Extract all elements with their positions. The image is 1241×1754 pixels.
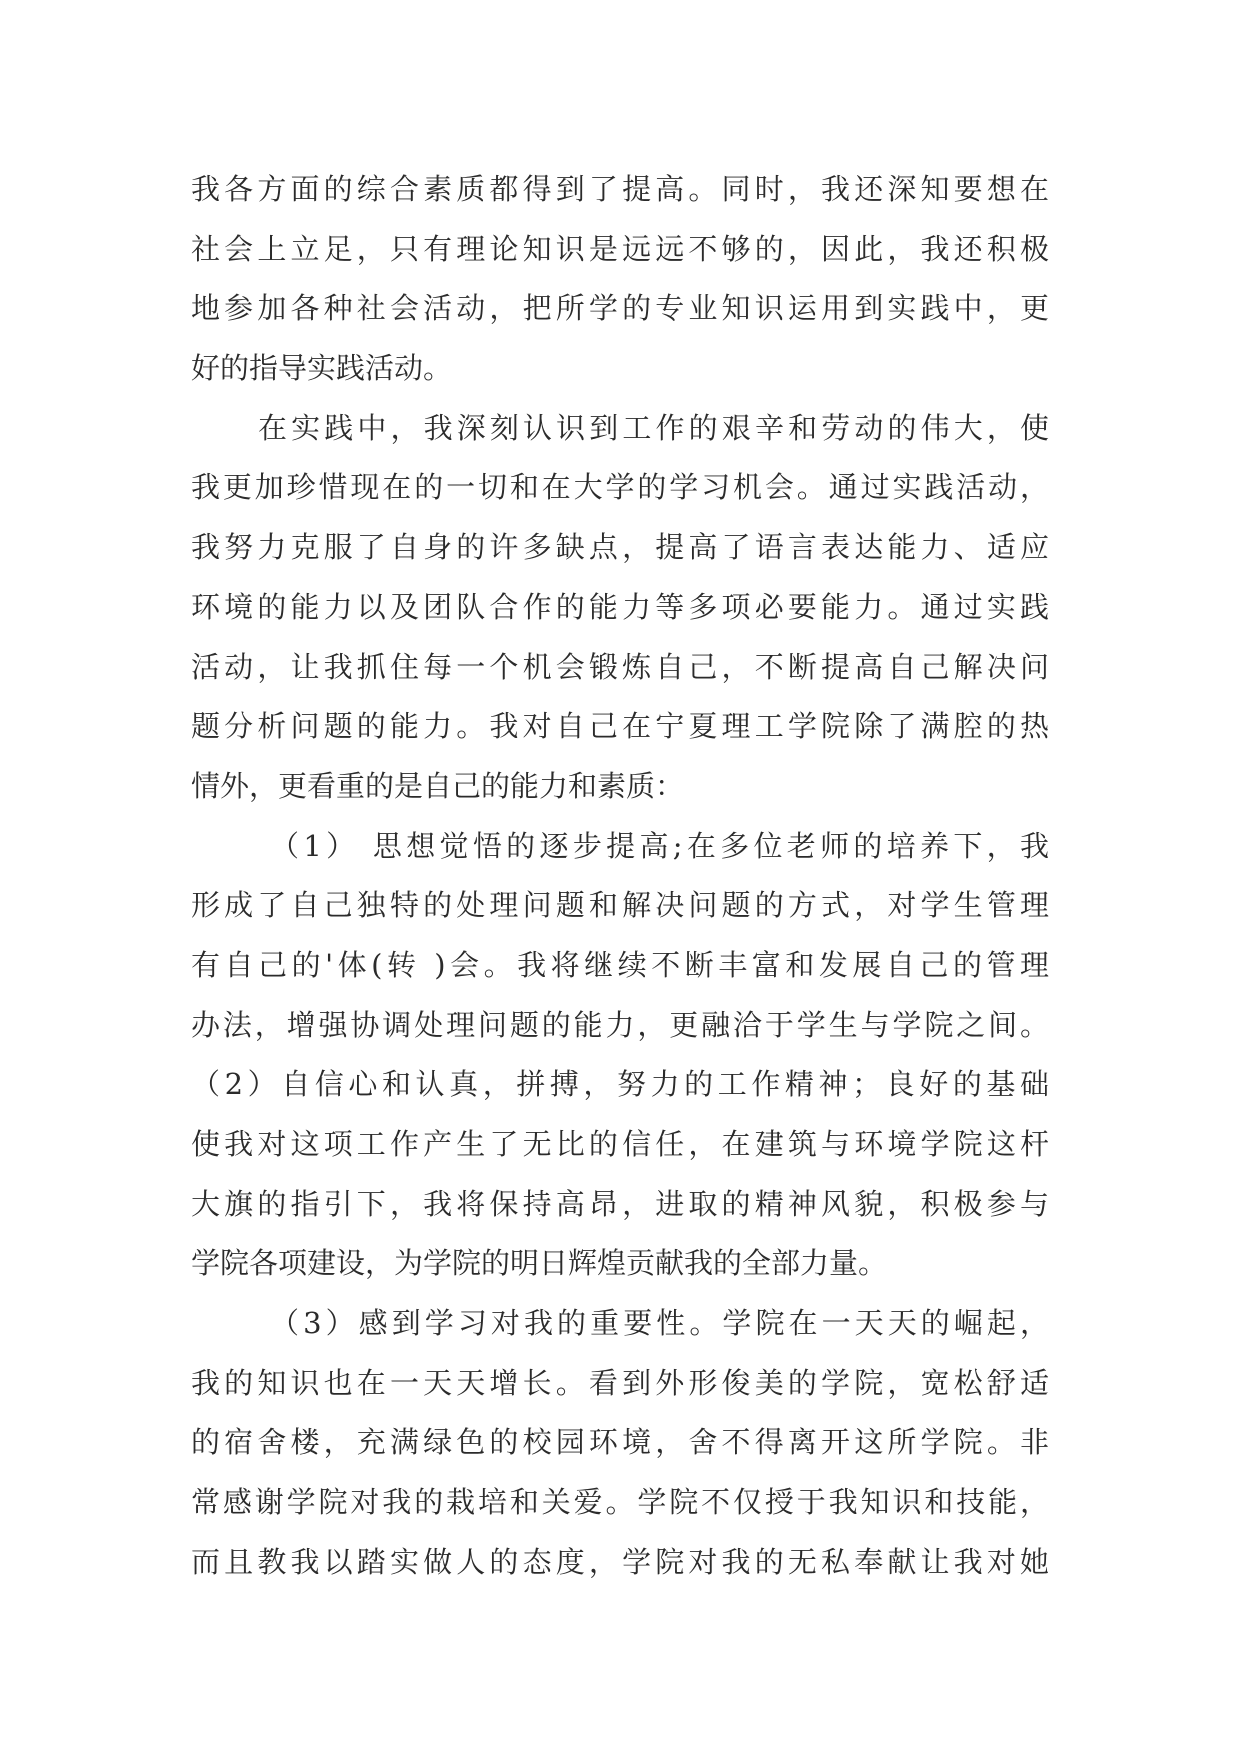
text-line: 情外，更看重的是自己的能力和素质： bbox=[191, 768, 685, 803]
text-line: 我更加珍惜现在的一切和在大学的学习机会。通过实践活动， bbox=[191, 470, 1049, 505]
text-line: （3）感到学习对我的重要性。学院在一天天的崛起， bbox=[270, 1306, 1049, 1341]
text-line: 的宿舍楼，充满绿色的校园环境，舍不得离开这所学院。非 bbox=[191, 1425, 1049, 1460]
text-line: 有自己的'体(转 )会。我将继续不断丰富和发展自己的管理 bbox=[191, 947, 1049, 982]
text-line: 题分析问题的能力。我对自己在宁夏理工学院除了满腔的热 bbox=[191, 709, 1049, 744]
text-line: 常感谢学院对我的栽培和关爱。学院不仅授于我知识和技能， bbox=[191, 1485, 1049, 1520]
text-line: 大旗的指引下，我将保持高昂，进取的精神风貌，积极参与 bbox=[191, 1186, 1049, 1221]
text-line: 地参加各种社会活动，把所学的专业知识运用到实践中，更 bbox=[191, 291, 1049, 326]
text-line: 学院各项建设，为学院的明日辉煌贡献我的全部力量。 bbox=[191, 1246, 888, 1281]
text-line: 在实践中，我深刻认识到工作的艰辛和劳动的伟大，使 bbox=[258, 410, 1049, 445]
text-line: 使我对这项工作产生了无比的信任，在建筑与环境学院这杆 bbox=[191, 1127, 1049, 1161]
text-line: 形成了自己独特的处理问题和解决问题的方式，对学生管理 bbox=[191, 888, 1049, 923]
text-line: 我努力克服了自身的许多缺点，提高了语言表达能力、适应 bbox=[191, 530, 1049, 565]
text-line: （1） 思想觉悟的逐步提高;在多位老师的培养下，我 bbox=[270, 828, 1049, 863]
text-line: 活动，让我抓住每一个机会锻炼自己，不断提高自己解决问 bbox=[191, 649, 1049, 684]
text-line: 环境的能力以及团队合作的能力等多项必要能力。通过实践 bbox=[191, 589, 1049, 624]
text-line: 好的指导实践活动。 bbox=[191, 351, 453, 386]
text-line: 我的知识也在一天天增长。看到外形俊美的学院，宽松舒适 bbox=[191, 1365, 1049, 1400]
text-line: 而且教我以踏实做人的态度，学院对我的无私奉献让我对她 bbox=[191, 1544, 1049, 1579]
text-line: 我各方面的综合素质都得到了提高。同时，我还深知要想在 bbox=[191, 172, 1049, 206]
document-body bbox=[191, 160, 1049, 1593]
text-line: 社会上立足，只有理论知识是远远不够的，因此，我还积极 bbox=[191, 231, 1049, 266]
text-line: （2）自信心和认真，拼搏，努力的工作精神；良好的基础 bbox=[191, 1067, 1049, 1102]
text-line: 办法，增强协调处理问题的能力，更融洽于学生与学院之间。 bbox=[191, 1007, 1049, 1042]
